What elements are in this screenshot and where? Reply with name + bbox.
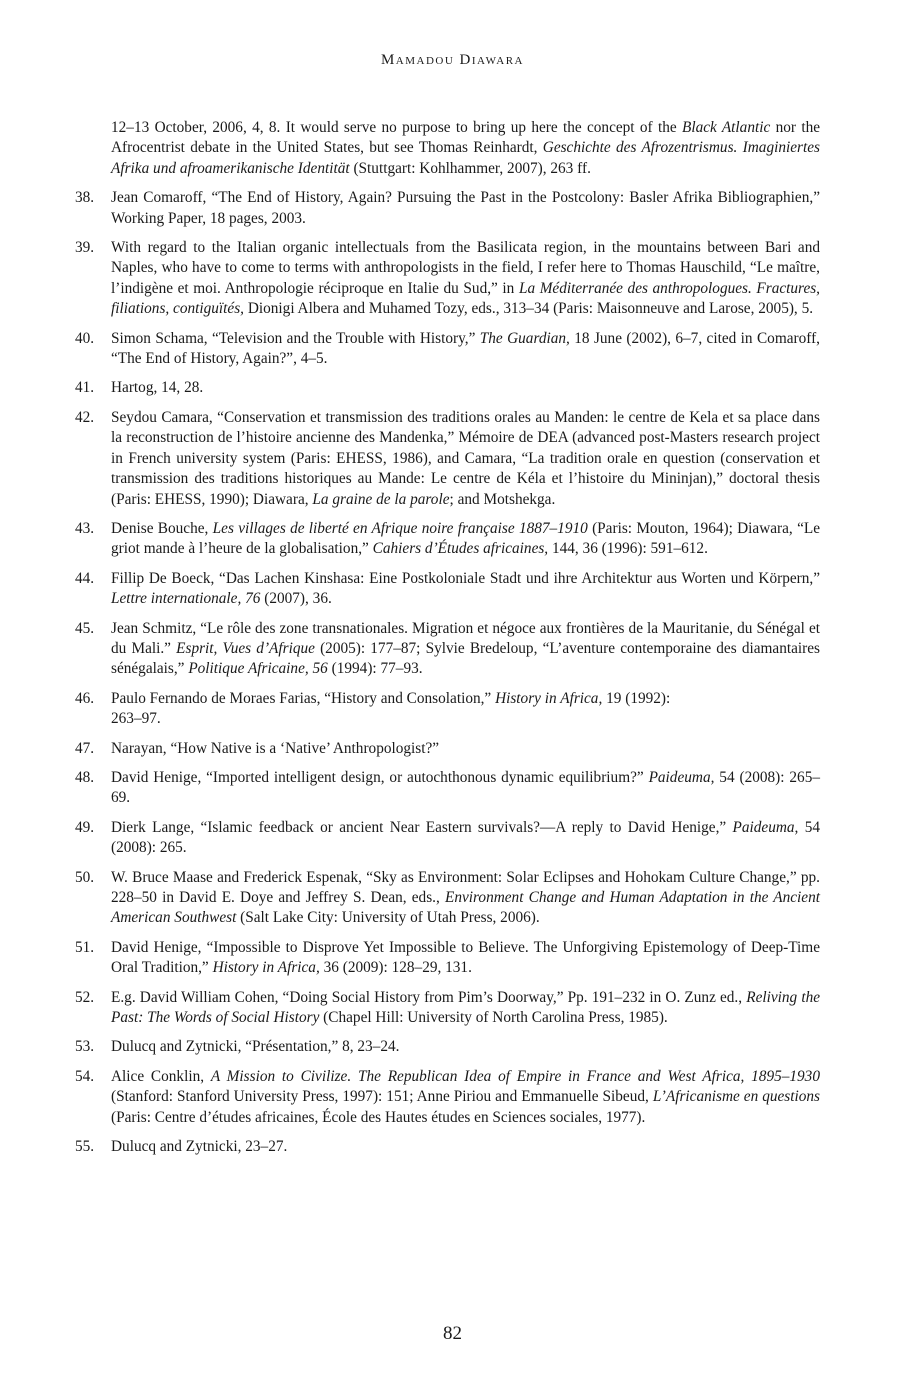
endnote-text: Dierk Lange, “Islamic feedback or ancient Near Eastern survivals?—A reply to David Henige,” Paideuma, 54 (2008): 265.	[111, 818, 820, 857]
endnote-number: 43.	[75, 519, 95, 537]
endnote	[75, 1067, 820, 1128]
endnote-number: 46.	[75, 689, 95, 707]
endnote-number: 47.	[75, 739, 95, 757]
endnote	[75, 188, 820, 229]
endnote-text: Fillip De Boeck, “Das Lachen Kinshasa: Eine Postkoloniale Stadt und ihre Architektur aus Worten und Körpern,” Lettre internationale, 76 (2007), 36.	[111, 569, 820, 608]
endnote-text: Simon Schama, “Television and the Trouble with History,” The Guardian, 18 June (2002), 6–7, cited in Comaroff, “The End of History, Again?”, 4–5.	[111, 329, 820, 368]
endnote	[75, 408, 820, 510]
endnote-number: 54.	[75, 1067, 95, 1085]
endnote-number: 40.	[75, 329, 95, 347]
notes-list	[75, 188, 820, 1157]
endnote-text: E.g. David William Cohen, “Doing Social History from Pim’s Doorway,” Pp. 191–232 in O. Zunz ed., Reliving the Past: The Words of Social History (Chapel Hill: University of North Carolina Press, 1985).	[111, 988, 821, 1027]
endnote	[75, 378, 820, 398]
endnote-text: Denise Bouche, Les villages de liberté en Afrique noire française 1887–1910 (Paris: Mouton, 1964); Diawara, “Le griot mande à l’heure de la globalisation,” Cahiers d’Études africaines, 144, 36 (1996): 591–612.	[111, 519, 820, 558]
endnote	[75, 238, 820, 320]
endnote-text: With regard to the Italian organic intellectuals from the Basilicata region, in the mountains between Bari and Naples, who have to come to terms with anthropologists in the field, I refer here to Thomas Hauschild, “Le maître, l’indigène et moi. Anthropologie réciproque en Italie du Sud,” in La Méditerranée des anthropologues. Fractures, filiations, contiguïtés, Dionigi Albera and Muhamed Tozy, eds., 313–34 (Paris: Maisonneuve and Larose, 2005), 5.	[111, 239, 821, 318]
endnote-text: Paulo Fernando de Moraes Farias, “History and Consolation,” History in Africa, 19 (1992): 263–97.	[111, 689, 671, 728]
endnote	[75, 818, 820, 859]
endnote-text: Dulucq and Zytnicki, “Présentation,” 8, 23–24.	[111, 1038, 400, 1056]
endnote-text: Jean Schmitz, “Le rôle des zone transnationales. Migration et négoce aux frontières de la Mauritanie, du Sénégal et du Mali.” Esprit, Vues d’Afrique (2005): 177–87; Sylvie Bredeloup, “L’aventure contemporaine des diamantaires sénégalais,” Politique Africaine, 56 (1994): 77–93.	[111, 619, 820, 678]
endnote-number: 51.	[75, 938, 95, 956]
endnotes	[75, 118, 820, 1166]
endnote-number: 49.	[75, 818, 95, 836]
endnote	[75, 519, 820, 560]
endnote	[75, 329, 820, 370]
endnote	[75, 1137, 820, 1157]
endnote-text: W. Bruce Maase and Frederick Espenak, “Sky as Environment: Solar Eclipses and Hohokam Culture Change,” pp. 228–50 in David E. Doye and Jeffrey S. Dean, eds., Environment Change and Human Adaptation in the Ancient American Southwest (Salt Lake City: University of Utah Press, 2006).	[111, 868, 820, 927]
endnote-number: 39.	[75, 239, 95, 257]
endnote-number: 42.	[75, 408, 95, 426]
endnote-number: 41.	[75, 379, 95, 397]
endnote-text: Dulucq and Zytnicki, 23–27.	[111, 1138, 288, 1156]
endnote	[75, 689, 820, 730]
endnote	[75, 569, 820, 610]
endnote-number: 45.	[75, 619, 95, 637]
endnote-number: 55.	[75, 1138, 95, 1156]
endnote-text: Alice Conklin, A Mission to Civilize. The Republican Idea of Empire in France and West Africa, 1895–1930 (Stanford: Stanford University Press, 1997): 151; Anne Piriou and Emmanuelle Sibeud, L’Africanisme en questions (Paris: Centre d’études africaines, École des Hautes études en Sciences sociales, 1977).	[111, 1067, 820, 1126]
running-head: Mamadou Diawara	[380, 52, 525, 68]
endnote	[75, 938, 820, 979]
endnote	[75, 739, 820, 759]
page-number: 82	[443, 1323, 462, 1344]
endnote-text: Hartog, 14, 28.	[111, 379, 204, 397]
endnote	[75, 988, 820, 1029]
endnote-text: Seydou Camara, “Conservation et transmission des traditions orales au Manden: le centre de Kela et sa place dans la reconstruction de l’histoire ancienne des Mandenka,” Mémoire de DEA (advanced post-Masters research project in French university system (Paris: EHESS, 1986), and Camara, “La tradition orale en question (conservation et transmission des traditions historiques au Mande: Le centre de Kéla et l’histoire du Mininjan),” doctoral thesis (Paris: EHESS, 1990); Diawara, La graine de la parole; and Motshekga.	[111, 408, 820, 508]
endnote-number: 48.	[75, 768, 95, 786]
endnote-number: 50.	[75, 868, 95, 886]
endnote	[75, 619, 820, 680]
endnote	[75, 1037, 820, 1057]
endnote-text: David Henige, “Imported intelligent design, or autochthonous dynamic equilibrium?” Paideuma, 54 (2008): 265–69.	[111, 768, 820, 807]
endnote-text: Narayan, “How Native is a ‘Native’ Anthropologist?”	[111, 739, 440, 757]
endnote-number: 38.	[75, 189, 95, 207]
endnote	[75, 768, 820, 809]
endnote-text: Jean Comaroff, “The End of History, Again? Pursuing the Past in the Postcolony: Basler Afrika Bibliographien,” Working Paper, 18 pages, 2003.	[111, 189, 820, 227]
note-continuation: 12–13 October, 2006, 4, 8. It would serve no purpose to bring up here the concept of the Black Atlantic nor the Afrocentrist debate in the United States, but see Thomas Reinhardt, Geschichte des Afrozentrismus. Imaginiertes Afrika und afroamerikanische Identität (Stuttgart: Kohlhammer, 2007), 263 ff.	[111, 119, 821, 177]
endnote-number: 44.	[75, 569, 95, 587]
endnote	[75, 868, 820, 929]
endnote-text: David Henige, “Impossible to Disprove Yet Impossible to Believe. The Unforgiving Epistemology of Deep-Time Oral Tradition,” History in Africa, 36 (2009): 128–29, 131.	[111, 938, 820, 977]
endnote-number: 53.	[75, 1038, 95, 1056]
endnote-number: 52.	[75, 988, 95, 1006]
